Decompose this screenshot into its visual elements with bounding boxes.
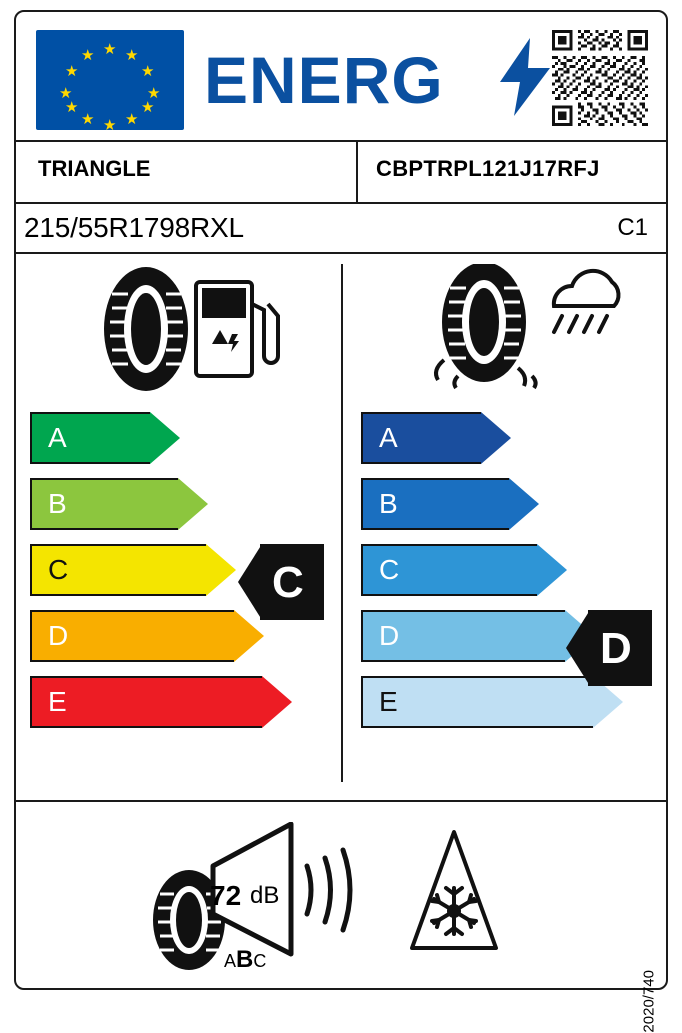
fuel-class-e-letter: E xyxy=(48,686,67,717)
brand-name: TRIANGLE xyxy=(38,156,151,181)
fuel-class-e xyxy=(30,676,330,728)
qr-code-icon xyxy=(552,30,648,126)
fuel-class-b xyxy=(30,478,330,530)
noise-class-c: C xyxy=(253,951,267,971)
tyre-class: C1 xyxy=(617,214,648,241)
noise-db-value: 72 xyxy=(210,880,242,911)
wet-class-a xyxy=(361,412,661,464)
fuel-rating-value: C xyxy=(272,558,304,607)
brand-row xyxy=(16,142,666,202)
wet-class-e-letter: E xyxy=(379,686,398,717)
noise-class-a: A xyxy=(224,951,237,971)
wet-class-a-letter: A xyxy=(379,422,398,453)
noise-class-scale xyxy=(224,946,266,974)
fuel-pump-tyre-icon xyxy=(86,264,286,394)
page-title: ENERG xyxy=(204,43,444,117)
tyre-size: 215/55R1798RXL xyxy=(24,212,244,243)
wet-rating-marker xyxy=(566,610,652,686)
fuel-class-b-letter: B xyxy=(48,488,67,519)
model-code: CBPTRPL121J17RFJ xyxy=(376,156,600,181)
wet-class-b xyxy=(361,478,661,530)
brand-row-divider xyxy=(356,142,358,202)
eu-flag-icon: ★ ★ ★ ★ ★ ★ ★ ★ ★ ★ ★ ★ xyxy=(36,30,184,130)
bottom-divider xyxy=(16,800,666,802)
wet-class-c xyxy=(361,544,661,596)
wet-class-b-letter: B xyxy=(379,488,398,519)
lightning-bolt-icon xyxy=(500,38,550,116)
fuel-class-a xyxy=(30,412,330,464)
wet-class-d-letter: D xyxy=(379,620,400,651)
three-peak-mountain-snowflake-icon xyxy=(388,826,520,966)
noise-and-snow-section xyxy=(16,804,666,1033)
noise-class-b: B xyxy=(236,946,254,973)
wet-class-c-letter: C xyxy=(379,554,400,585)
fuel-class-d-letter: D xyxy=(48,620,69,651)
label-date: 2020/740 xyxy=(641,970,658,1033)
wet-rating-value: D xyxy=(600,624,632,673)
fuel-class-a-letter: A xyxy=(48,422,67,453)
fuel-rating-marker xyxy=(238,544,324,620)
size-row xyxy=(16,204,666,252)
label-header xyxy=(16,12,666,138)
rain-cloud-tyre-icon xyxy=(414,264,634,394)
wet-grip-scale xyxy=(361,412,661,742)
noise-db-unit: dB xyxy=(250,882,280,909)
energy-label-card xyxy=(14,10,668,1033)
fuel-class-c-letter: C xyxy=(48,554,69,585)
ratings-section xyxy=(16,254,666,802)
